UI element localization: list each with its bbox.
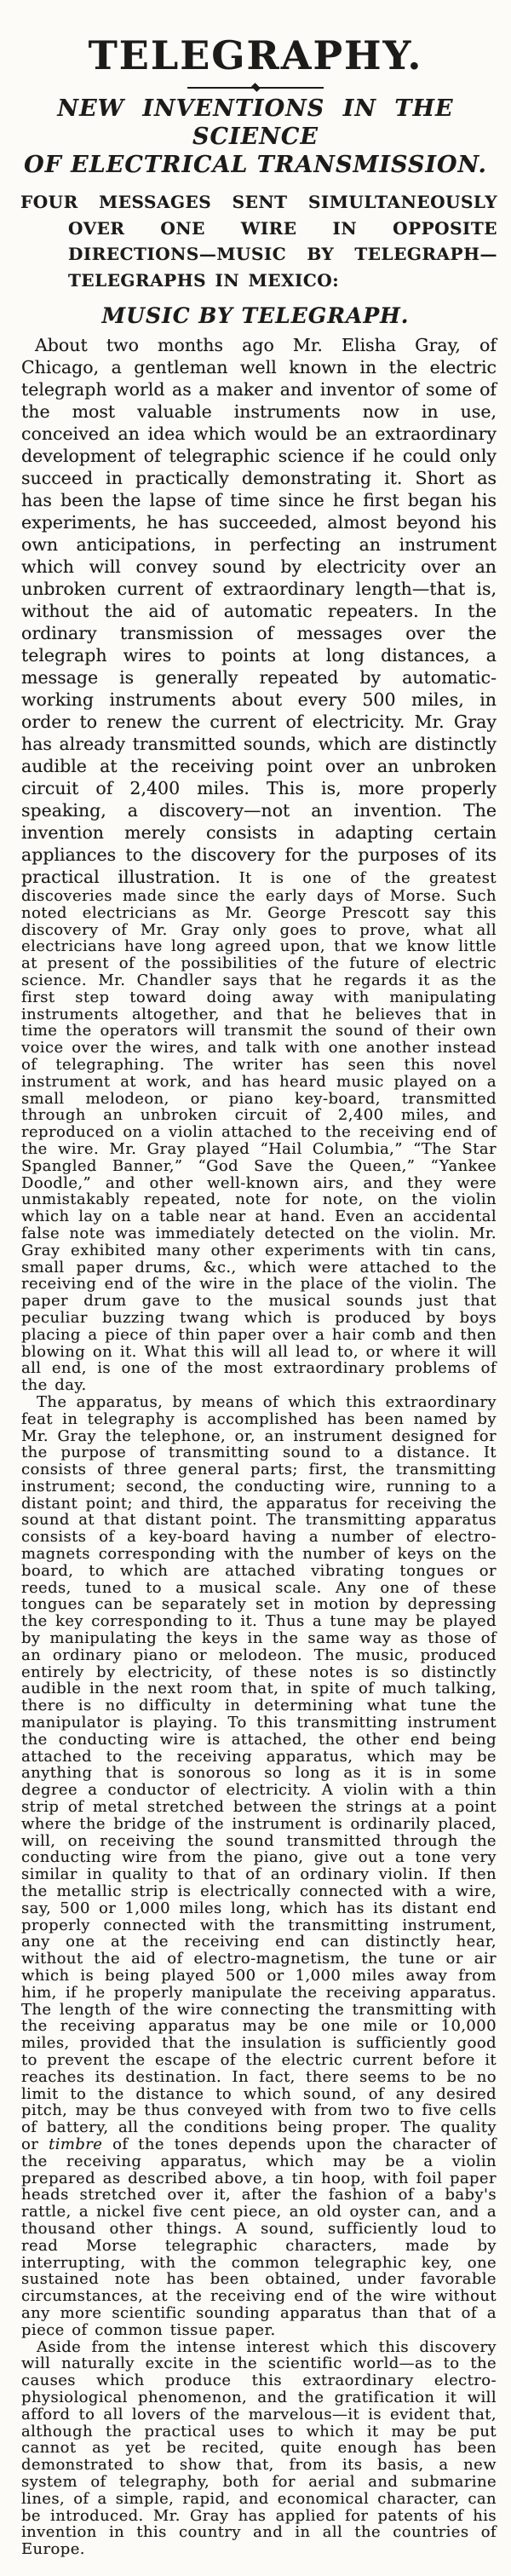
- paragraph-2-text-b: of the tones depends upon the character of the receiving apparatus, which may be a violin prepared as described above, a tin hoop, with foil paper heads stretched over it, after the fashion of a baby's rattle, a nickel five cent piece, an old oyster can, and a thousand other things. A sound, sufficiently loud to read Morse telegraphic characters, made by interrupting, with the common telegraphic key, one sustained note has been obtained, under favorable circumstances, at the receiving end of the wire without any more scientific sounding apparatus than that of a piece of common tissue paper.: [21, 2135, 497, 2339]
- paragraph-2-text-a: The apparatus, by means of which this extraordinary feat in telegraphy is accomplished has been named by Mr. Gray the telephone, or, an instrument designed for the purpose of transmitting sound to a distance. It consists of three general parts; first, the transmitting instrument; second, the conducting wire, running to a distant point; and third, the apparatus for receiving the sound at that distant point. The transmitting apparatus consists of a key-board having a number of electro-magnets corresponding with the number of keys on the board, to which are attached vibrating tongues or reeds, tuned to a musical scale. Any one of these tongues can be separately set in motion by depressing the key corresponding to it. Thus a tune may be played by manipulating the keys in the same way as those of an ordinary piano or melodeon. The music, produced entirely by electricity, of these notes is so distinctly audible in the next room that, in spite of much talking, there is no difficulty in determining what tune the manipulator is playing. To this transmitting instrument the conducting wire is attached, the other end being attached to the receiving apparatus, which may be anything that is sonorous so long as it is in some degree a conductor of electricity. A violin with a thin strip of metal stretched between the strings at a point where the bridge of the instrument is ordinarily placed, will, on receiving the sound transmitted through the conducting wire from the piano, give out a tone very similar in quality to that of an ordinary violin. If then the metallic strip is electrically connected with a wire, say, 500 or 1,000 miles long, which has its distant end properly connected with the transmitting instrument, any one at the receiving end can distinctly hear, without the aid of electro-magnetism, the tune or air which is being played 500 or 1,000 miles away from him, if he properly manipulate the receiving apparatus. The length of the wire connecting the transmitting with the receiving apparatus may be one mile or 10,000 miles, provided that the insulation is sufficiently good to prevent the escape of the electric current before it reaches its destination. In fact, there seems to be no limit to the distance to which sound, of any desired pitch, may be thus conveyed with from two to five cells of battery, all the conditions being proper. The quality or: [21, 1392, 497, 2153]
- section-heading: MUSIC BY TELEGRAPH.: [101, 303, 410, 328]
- subtitle-line-2: OF ELECTRICAL TRANSMISSION.: [24, 152, 487, 178]
- headline-divider-rule: [187, 84, 324, 91]
- paragraph-1-small-type: It is one of the greatest discoveries made since the early days of Morse. Such noted electricians as Mr. George Prescott say this discovery of Mr. Gray only goes to prove, what all electricians have long agreed upon, that we know little at present of the possibilities of the future of electric science. Mr. Chandler says that he regards it as the first step toward doing away with manipulating instruments altogether, and that he believes that in time the operators will transmit the sound of their own voice over the wires, and talk with one another instead of telegraphing. The writer has seen this novel instrument at work, and has heard music played on a small melodeon, or piano key-board, transmitted through an unbroken circuit of 2,400 miles, and reproduced on a violin attached to the receiving end of the wire. Mr. Gray played “Hail Columbia,” “The Star Spangled Banner,” “God Save the Queen,” “Yankee Doodle,” and other well-known airs, and they were unmistakably repeated, note for note, on the violin which lay on a table near at hand. Even an accidental false note was immediately detected on the violin. Mr. Gray exhibited many other experiments with tin cans, small paper drums, &c., which were attached to the receiving end of the wire in the place of the violin. The paper drum gave to the musical sounds just that peculiar buzzing twang which is produced by boys placing a piece of thin paper over a hair comb and then blowing on it. What this will all lead to, or where it will all end, is one of the most extraordinary problems of the day.: [21, 869, 497, 1395]
- article-subtitle: [7, 95, 504, 179]
- article-body: [0, 334, 511, 2575]
- divider-line-right: [258, 87, 324, 89]
- divider-diamond-ornament: [251, 83, 261, 92]
- divider-line-left: [187, 87, 254, 89]
- body-paragraph-3: Aside from the intense interest which this discovery will naturally excite in the scientific world—as to the causes which produce this extraordinary electro-physiological phenomenon, and the gratification it will afford to all lovers of the marvelous—it is evident that, although the practical uses to which it may be put cannot as yet be recited, quite enough has been demonstrated to show that, from its basis, a new system of telegraphy, both for aerial and submarine lines, of a simple, rapid, and economical character, can be introduced. Mr. Gray has applied for patents of his invention in this country and in all the countries of Europe.: [21, 2337, 497, 2559]
- subtitle-line-1: NEW INVENTIONS IN THE SCIENCE: [57, 95, 454, 150]
- paragraph-2-italic-timbre: timbre: [49, 2135, 103, 2153]
- body-paragraph-1: [21, 334, 497, 1394]
- article-headline: TELEGRAPHY.: [88, 32, 423, 78]
- paragraph-1-lead-type: About two months ago Mr. Elisha Gray, of Chicago, a gentleman well known in the electric telegraph world as a maker and inventor of some of the most valuable instruments now in use, conceived an idea which would be an extraordinary development of telegraphic science if he could only succeed in practically demonstrating it. Short as has been the lapse of time since he first began his experiments, he has succeeded, almost beyond his own anticipations, in perfecting an instrument which will convey sound by electricity over an unbroken current of extraordinary length—that is, without the aid of automatic repeaters. In the ordinary transmission of messages over the telegraph wires to points at long distances, a message is generally repeated by automatic-working instruments about every 500 miles, in order to renew the current of electricity. Mr. Gray has already transmitted sounds, which are distinctly audible at the receiving point over an unbroken circuit of 2,400 miles. This is, more properly speaking, a discovery—not an invention. The invention merely consists in adapting certain appliances to the discovery for the purposes of its practical illustration.: [21, 335, 497, 887]
- article-deck: FOUR MESSAGES SENT SIMULTANEOUSLY OVER ONE WIRE IN OPPOSITE DIRECTIONS—MUSIC BY TELEGRAPH—TELEGRAPHS IN MEXICO:: [20, 192, 497, 291]
- body-paragraph-2: [21, 1394, 497, 2339]
